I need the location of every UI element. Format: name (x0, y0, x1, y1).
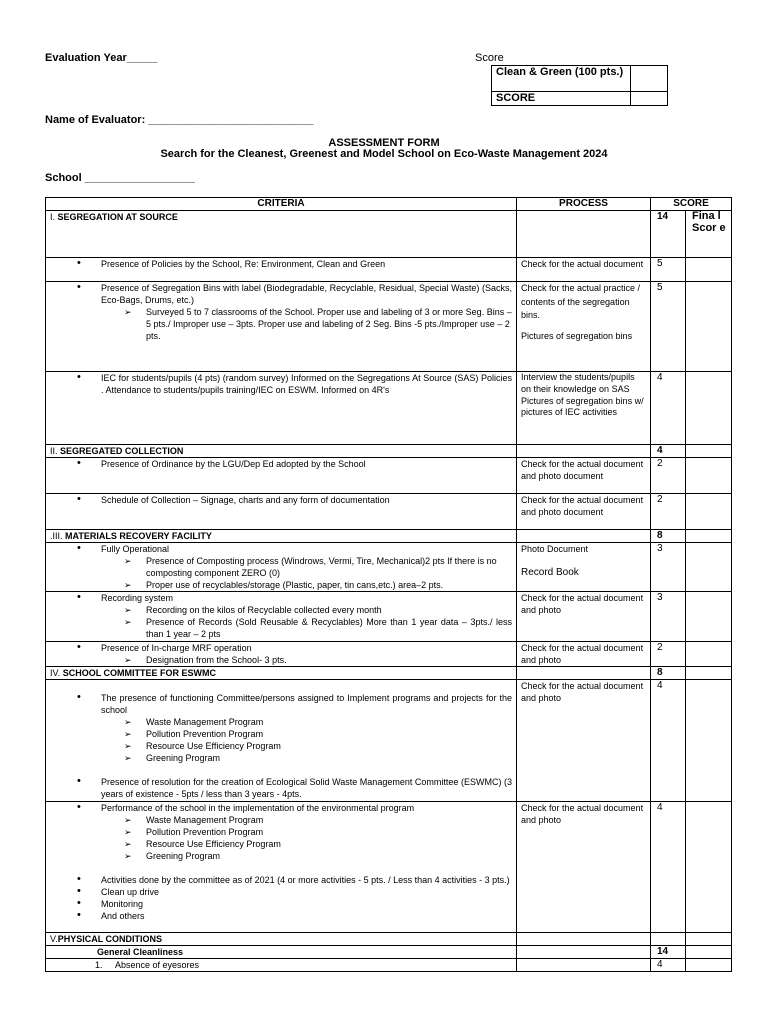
process-text: Interview the students/pupils on their knowledge on SAS Pictures of segregation bins w/ pictures of IEC activities (517, 372, 651, 445)
score-box-category: Clean & Green (100 pts.) (492, 66, 631, 92)
max-score: 5 (651, 258, 686, 282)
subsection-score: 14 (651, 946, 686, 959)
item-number: 1. (95, 960, 103, 970)
final-score-cell[interactable] (686, 642, 732, 667)
max-score: 2 (651, 494, 686, 530)
criteria-text: • Presence of Segregation Bins with label (Biodegradable, Recyclable, Residual, Special Waste) (Sacks, Eco-Bags, Drums, etc.) (50, 282, 512, 306)
criteria-subitem: ➢ Recording on the kilos of Recyclable collected every month (50, 604, 512, 616)
criteria-text: • Performance of the school in the implementation of the environmental program (50, 802, 512, 814)
criteria-subitem: ➢ Waste Management Program (50, 716, 512, 728)
table-row (46, 642, 732, 667)
section-row-segregation (46, 211, 732, 258)
section-score: 4 (651, 445, 686, 458)
section-title: V.PHYSICAL CONDITIONS (46, 933, 517, 946)
process-text: Check for the actual document (517, 258, 651, 282)
school-name: School __________________ (45, 172, 195, 184)
criteria-bullet: • Clean up drive (50, 886, 512, 898)
criteria-subitem: ➢ Surveyed 5 to 7 classrooms of the School. Proper use and labeling of 3 or more Seg. Bins – 5 pts./ Improper use – 3pts. Proper use and labeling of 2 Seg. Bins -5 pts./Improper use – 2 pts. (50, 306, 512, 342)
criteria-text: • The presence of functioning Committee/persons assigned to Implement programs and projects for the school (50, 692, 512, 716)
table-row (46, 258, 732, 282)
criteria-text: Absence of eyesores (115, 960, 200, 970)
final-score-cell[interactable] (686, 802, 732, 933)
criteria-text: • Activities done by the committee as of 2021 (4 or more activities - 5 pts. / Less than 4 activities - 3 pts.) (50, 874, 512, 886)
criteria-text: • IEC for students/pupils (4 pts) (random survey) Informed on the Segregations At Source (SAS) Policies . Attendance to students/pupils training/IEC on ESWM. Informed on 4R's (50, 372, 512, 396)
subsection-row-cleanliness (46, 946, 732, 959)
section-row-committee (46, 667, 732, 680)
criteria-subitem: ➢ Greening Program (50, 752, 512, 764)
criteria-subitem: ➢ Pollution Prevention Program (50, 826, 512, 838)
table-header-row (46, 198, 732, 211)
final-score-cell[interactable] (686, 372, 732, 445)
final-score-cell[interactable] (686, 258, 732, 282)
section-title: I. SEGREGATION AT SOURCE (46, 211, 517, 258)
max-score: 4 (651, 680, 686, 802)
final-score-cell[interactable] (686, 680, 732, 802)
section-title: .III. MATERIALS RECOVERY FACILITY (46, 530, 517, 543)
score-box-score-value[interactable] (631, 92, 668, 106)
process-text: Pictures of segregation bins (521, 330, 633, 341)
score-label: Score (475, 52, 504, 64)
table-row (46, 372, 732, 445)
process-text: Check for the actual document and photo (517, 592, 651, 642)
form-title: ASSESSMENT FORM (328, 137, 440, 149)
score-box-category-value[interactable] (631, 66, 668, 92)
process-text: Photo Document (521, 544, 589, 554)
final-score-cell[interactable] (686, 458, 732, 494)
col-criteria-header: CRITERIA (46, 198, 517, 211)
table-row (46, 282, 732, 372)
process-text: Check for the actual practice / contents of the segregation bins. (521, 283, 641, 320)
criteria-subitem: ➢ Presence of Composting process (Windrows, Vermi, Tire, Mechanical)2 pts If there is no composting component ZERO (0) (50, 555, 512, 579)
max-score: 2 (651, 642, 686, 667)
criteria-subitem: ➢ Presence of Records (Sold Reusable & Recyclables) More than 1 year data – 3pts./ less than 1 year – 2 pts (50, 616, 512, 640)
process-text: Check for the actual document and photo (517, 642, 651, 667)
criteria-text: • Presence of In-charge MRF operation (50, 642, 512, 654)
col-score-header: SCORE (651, 198, 732, 211)
score-box-score-label: SCORE (492, 92, 631, 106)
evaluator-name: Name of Evaluator: ___________________________ (45, 114, 314, 126)
table-row (46, 543, 732, 592)
criteria-subitem: ➢ Proper use of recyclables/storage (Plastic, paper, tin cans,etc.) area–2 pts. (50, 579, 512, 591)
final-score-cell[interactable] (686, 543, 732, 592)
criteria-text: • Presence of Policies by the School, Re: Environment, Clean and Green (50, 258, 512, 270)
final-score-cell[interactable] (686, 959, 732, 972)
table-row (46, 494, 732, 530)
section-title: IV. SCHOOL COMMITTEE FOR ESWMC (46, 667, 517, 680)
final-score-cell[interactable] (686, 592, 732, 642)
assessment-table (45, 197, 732, 972)
subsection-title: General Cleanliness (97, 947, 184, 957)
criteria-text: • Schedule of Collection – Signage, charts and any form of documentation (50, 494, 512, 506)
max-score: 3 (651, 543, 686, 592)
section-title: II. SEGREGATED COLLECTION (46, 445, 517, 458)
criteria-subitem: ➢ Resource Use Efficiency Program (50, 740, 512, 752)
criteria-subitem: ➢ Greening Program (50, 850, 512, 862)
table-row (46, 458, 732, 494)
final-score-cell[interactable] (686, 494, 732, 530)
table-row (46, 802, 732, 933)
criteria-text: • Presence of resolution for the creation of Ecological Solid Waste Management Committee (ESWMC) (3 years of existence - 5pts / less than 3 years - 4pts. (50, 776, 512, 800)
form-subtitle: Search for the Cleanest, Greenest and Model School on Eco-Waste Management 2024 (160, 148, 608, 160)
max-score: 4 (651, 802, 686, 933)
criteria-text: • Presence of Ordinance by the LGU/Dep Ed adopted by the School (50, 458, 512, 470)
score-box (491, 65, 668, 106)
section-row-collection (46, 445, 732, 458)
criteria-text: • Fully Operational (50, 543, 512, 555)
criteria-text: • Recording system (50, 592, 512, 604)
table-row (46, 959, 732, 972)
process-text: Check for the actual document and photo document (517, 458, 651, 494)
evaluation-year: Evaluation Year_____ (45, 52, 158, 64)
col-process-header: PROCESS (517, 198, 651, 211)
criteria-subitem: ➢ Resource Use Efficiency Program (50, 838, 512, 850)
criteria-bullet: • And others (50, 910, 512, 922)
table-row (46, 680, 732, 802)
max-score: 4 (651, 959, 686, 972)
section-score: 14 (651, 211, 686, 258)
criteria-subitem: ➢ Pollution Prevention Program (50, 728, 512, 740)
final-score-cell[interactable] (686, 282, 732, 372)
section-row-physical (46, 933, 732, 946)
criteria-subitem: ➢ Waste Management Program (50, 814, 512, 826)
final-score-header: Fina l Scor e (686, 211, 732, 258)
criteria-subitem: ➢ Designation from the School- 3 pts. (50, 654, 512, 666)
process-text: Check for the actual document and photo document (517, 494, 651, 530)
process-text: Check for the actual document and photo (517, 680, 651, 802)
criteria-bullet: • Monitoring (50, 898, 512, 910)
process-text: Record Book (521, 567, 579, 578)
section-score: 8 (651, 667, 686, 680)
max-score: 2 (651, 458, 686, 494)
table-row (46, 592, 732, 642)
section-row-mrf (46, 530, 732, 543)
max-score: 4 (651, 372, 686, 445)
max-score: 3 (651, 592, 686, 642)
section-score: 8 (651, 530, 686, 543)
process-text: Check for the actual document and photo (517, 802, 651, 933)
max-score: 5 (651, 282, 686, 372)
